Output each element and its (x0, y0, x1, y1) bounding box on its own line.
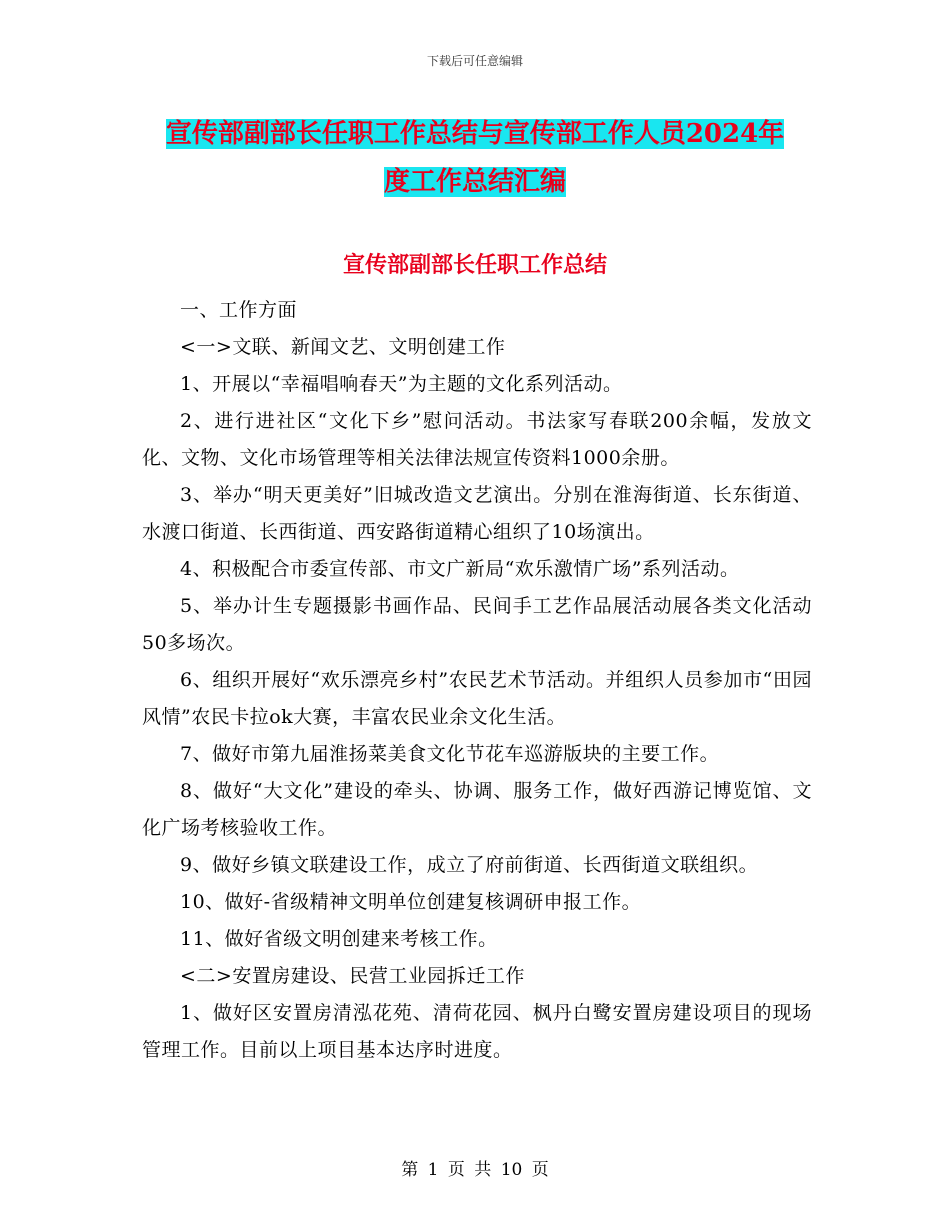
paragraph: <一>文联、新闻文艺、文明创建工作 (180, 336, 506, 358)
paragraph: 一、工作方面 (180, 299, 298, 321)
document-title (140, 110, 810, 206)
page-footer: 第 1 页 共 10 页 (401, 1160, 549, 1180)
paragraph: 5、举办计生专题摄影书画作品、民间手工艺作品展活动展各类文化活动50多场次。 (142, 595, 812, 654)
section-title: 宣传部副部长任职工作总结 (342, 252, 607, 278)
paragraph: 9、做好乡镇文联建设工作，成立了府前街道、长西街道文联组织。 (180, 854, 759, 876)
paragraph: 1、做好区安置房清泓花苑、清荷花园、枫丹白鹭安置房建设项目的现场管理工作。目前以上项目基本达序时进度。 (142, 1002, 812, 1061)
header-note: 下载后可任意编辑 (426, 54, 523, 68)
document-title-line-2: 度工作总结汇编 (383, 167, 566, 197)
paragraph: 3、举办“明天更美好”旧城改造文艺演出。分别在淮海街道、长东街道、水渡口街道、长西街道、西安路街道精心组织了10场演出。 (142, 484, 812, 543)
paragraph: 10、做好-省级精神文明单位创建复核调研申报工作。 (180, 891, 642, 913)
paragraph: 7、做好市第九届淮扬菜美食文化节花车巡游版块的主要工作。 (180, 743, 720, 765)
paragraph: 4、积极配合市委宣传部、市文广新局“欢乐激情广场”系列活动。 (180, 558, 740, 580)
document-title-line-1: 宣传部副部长任职工作总结与宣传部工作人员2024年 (165, 119, 785, 149)
paragraph: <二>安置房建设、民营工业园拆迁工作 (180, 965, 525, 987)
paragraph: 2、进行进社区“文化下乡”慰问活动。书法家写春联200余幅，发放文化、文物、文化市场管理等相关法律法规宣传资料1000余册。 (142, 410, 812, 469)
body-text (142, 292, 812, 1069)
paragraph: 11、做好省级文明创建来考核工作。 (180, 928, 498, 950)
paragraph: 6、组织开展好“欢乐漂亮乡村”农民艺术节活动。并组织人员参加市“田园风情”农民卡拉ok大赛，丰富农民业余文化生活。 (142, 669, 812, 728)
paragraph: 8、做好“大文化”建设的牵头、协调、服务工作，做好西游记博览馆、文化广场考核验收工作。 (142, 780, 812, 839)
paragraph: 1、开展以“幸福唱响春天”为主题的文化系列活动。 (180, 373, 623, 395)
